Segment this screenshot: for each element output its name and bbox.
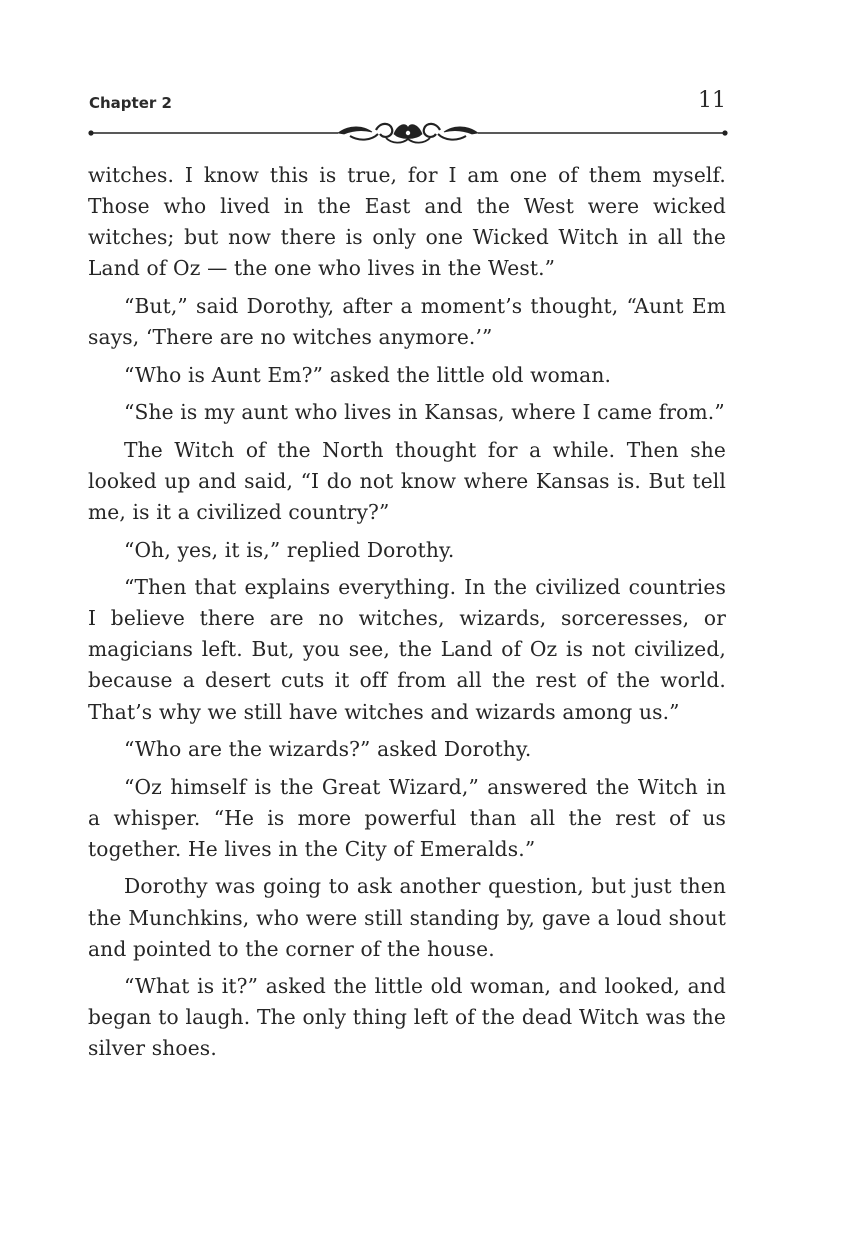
paragraph: “But,” said Dorothy, after a moment’s thought, “Aunt Em says, ‘There are no witches anymore.’”: [88, 293, 726, 349]
paragraph: “Who are the wizards?” asked Dorothy.: [124, 737, 532, 762]
paragraph: “Oh, yes, it is,” replied Dorothy.: [124, 537, 455, 562]
paragraph: “What is it?” asked the little old woman, and looked, and began to laugh. The only thing left of the dead Witch was the silver shoes.: [88, 974, 726, 1061]
flourish-divider-icon: [88, 118, 728, 148]
paragraph: Dorothy was going to ask another question, but just then the Munchkins, who were still standing by, gave a loud shout and pointed to the corner of the house.: [88, 874, 726, 961]
page-number: 11: [698, 88, 726, 113]
running-head: [89, 88, 726, 118]
body-text: [88, 160, 726, 1071]
paragraph: “Oz himself is the Great Wizard,” answered the Witch in a whisper. “He is more powerful than all the rest of us together. He lives in the City of Emeralds.”: [88, 774, 726, 861]
paragraph: witches. I know this is true, for I am one of them myself. Those who lived in the East and the West were wicked witches; but now there is only one Wicked Witch in all the Land of Oz — the one who lives in the West.”: [88, 163, 726, 281]
paragraph: “Who is Aunt Em?” asked the little old woman.: [124, 362, 612, 387]
paragraph: “Then that explains everything. In the civilized countries I believe there are no witches, wizards, sorceresses, or magicians left. But, you see, the Land of Oz is not civilized, because a desert cuts it off from all the rest of the world. That’s why we still have witches and wizards among us.”: [88, 575, 726, 724]
paragraph: The Witch of the North thought for a while. Then she looked up and said, “I do not know where Kansas is. But tell me, is it a civilized country?”: [88, 437, 726, 524]
paragraph: “She is my aunt who lives in Kansas, where I came from.”: [124, 400, 725, 425]
chapter-label: Chapter 2: [89, 94, 172, 112]
